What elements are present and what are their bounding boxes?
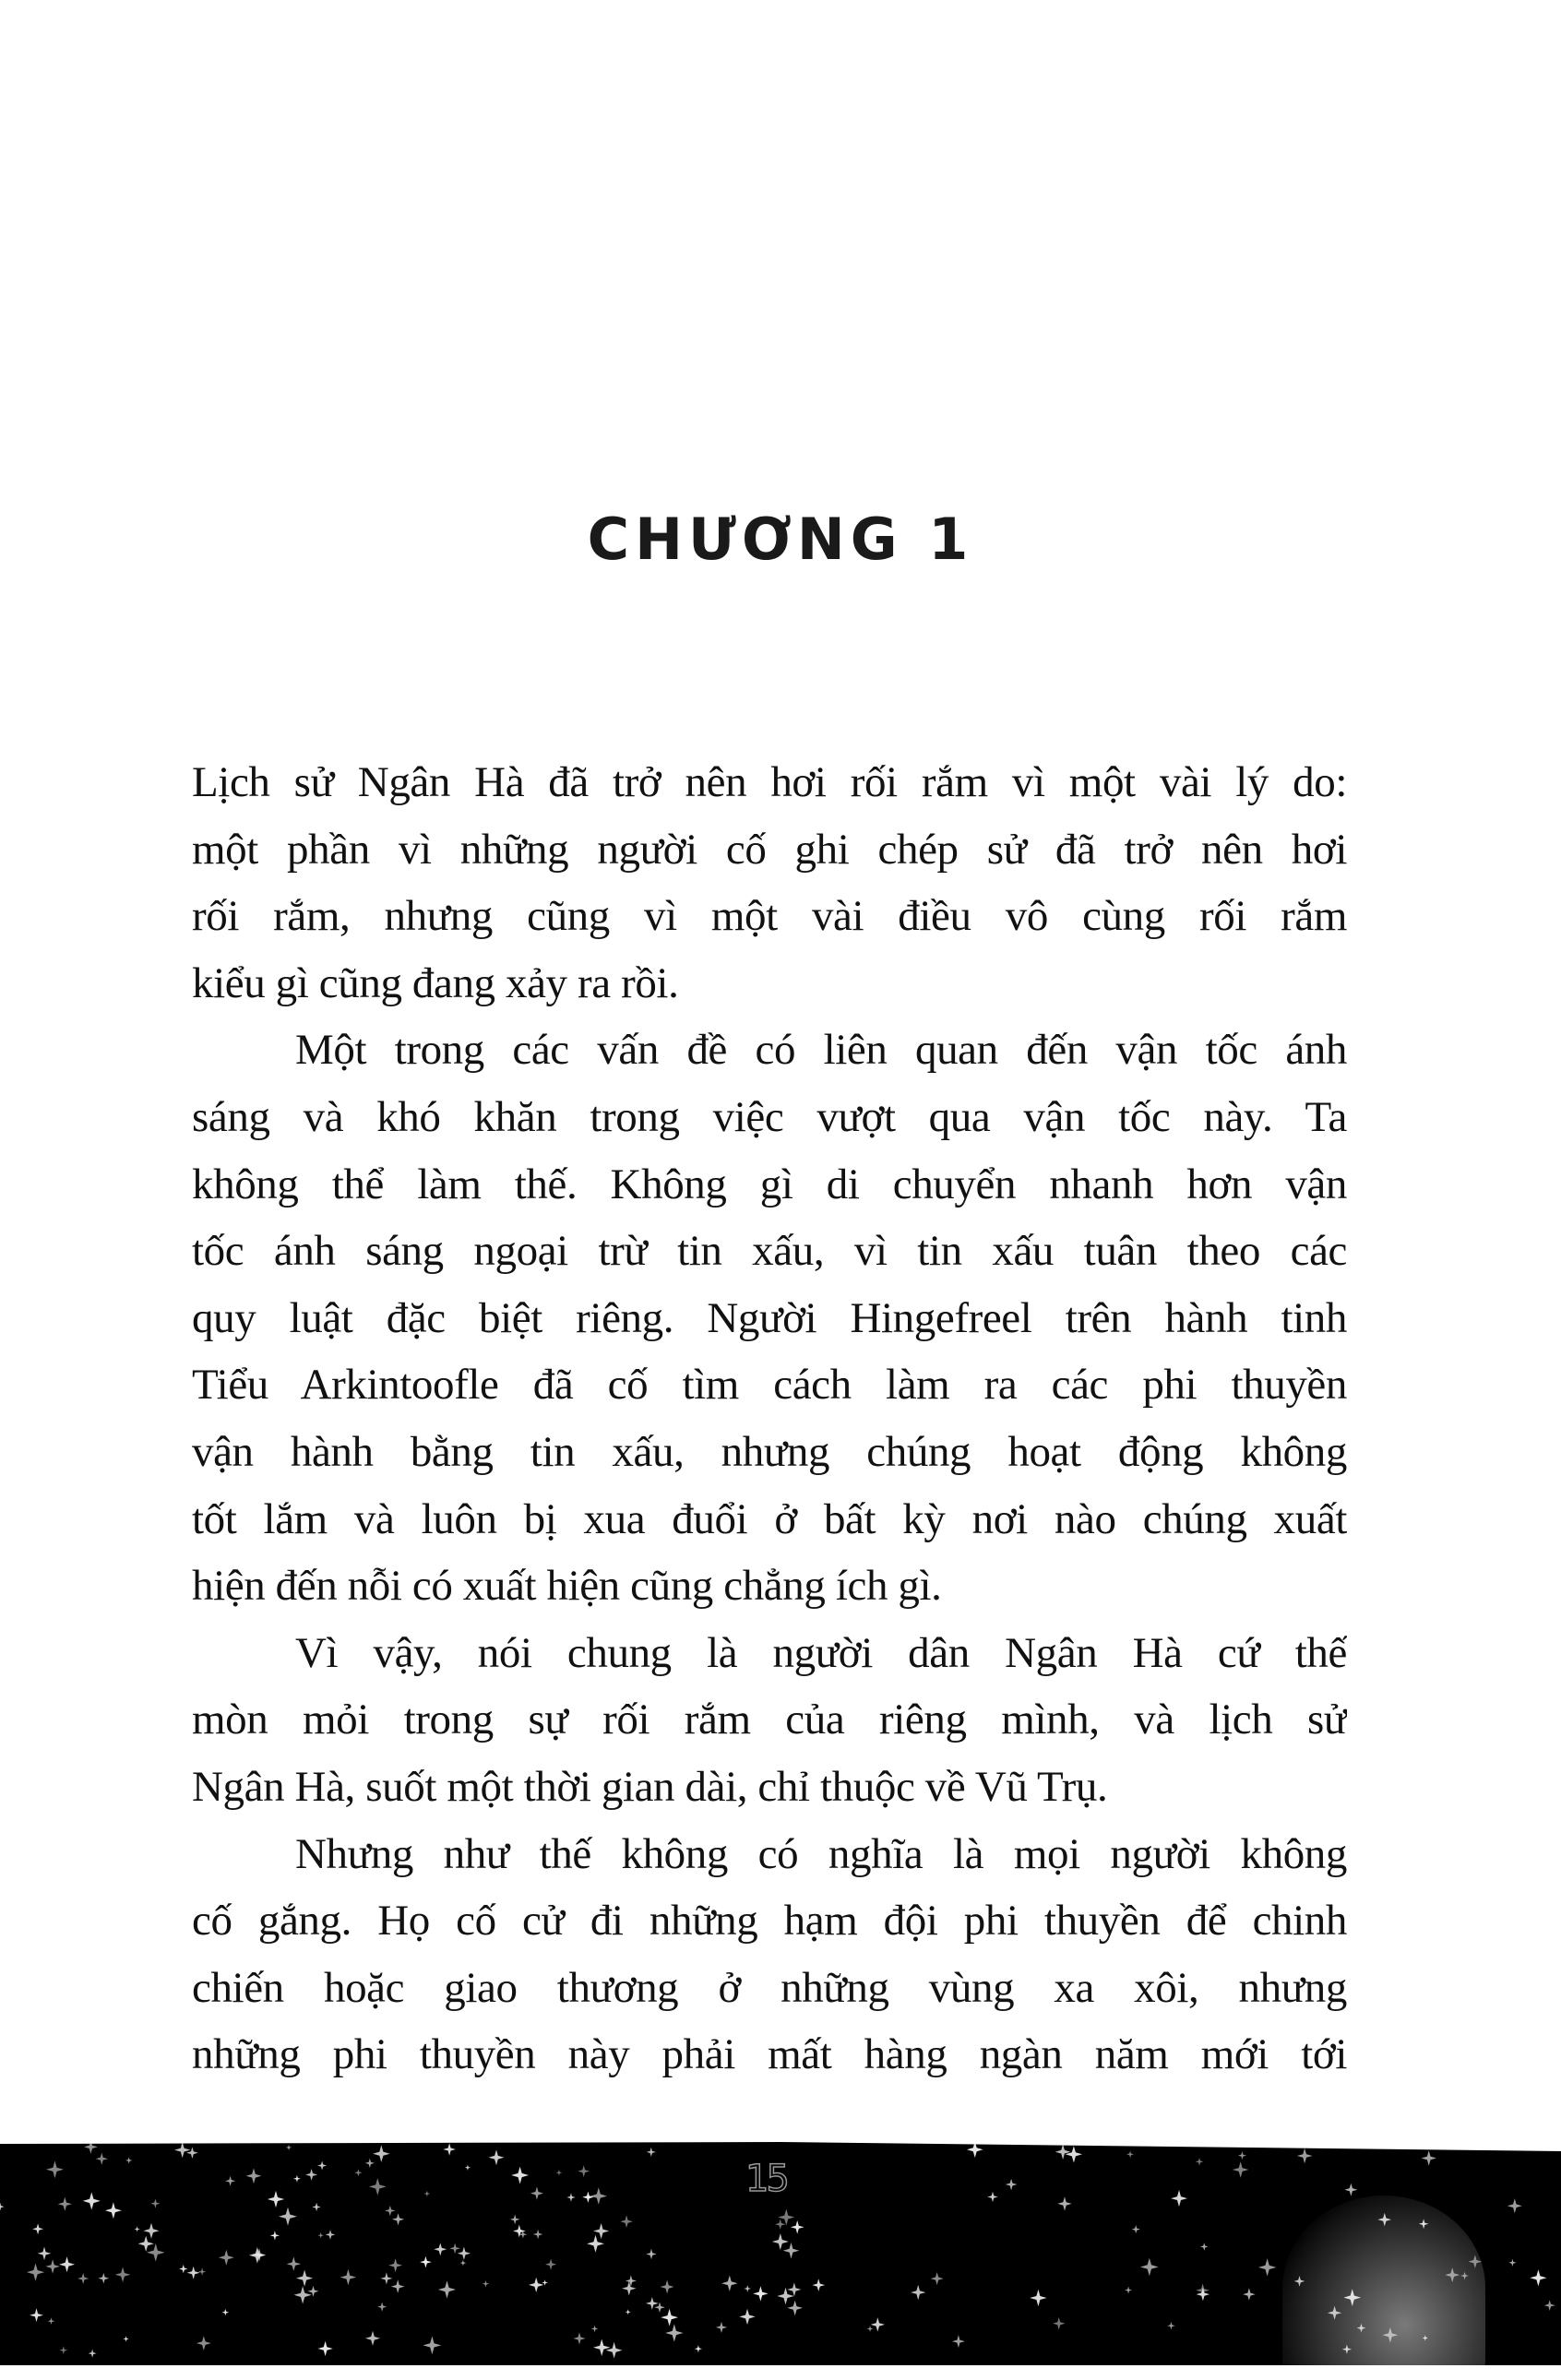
star-icon [622,2281,637,2296]
text-line: tốt lắm và luôn bị xua đuổi ở bất kỳ nơi nào chúng xuất [192,1494,1347,1543]
star-icon [1126,2150,1134,2158]
star-icon [587,2235,604,2253]
star-icon [58,2197,72,2211]
star-icon [305,2169,317,2181]
text-line: cố gắng. Họ cố cử đi những hạm đội phi thuyền để chinh [192,1897,1347,1946]
star-icon [105,2202,122,2219]
star-icon [293,2175,301,2183]
star-icon [661,2309,678,2326]
star-icon [198,2267,206,2275]
star-icon [123,2336,128,2341]
star-icon [533,2230,543,2239]
text-line: chiến hoặc giao thương ở những vùng xa xôi, nhưng [192,1963,1347,2012]
star-icon [530,2187,543,2200]
body-text [192,749,1347,2088]
star-icon [48,2317,55,2325]
star-icon [646,2249,656,2259]
star-icon [369,2178,387,2196]
star-icon [388,2258,402,2272]
star-icon [695,2345,702,2352]
star-icon [556,2170,563,2176]
star-icon [626,2276,637,2287]
star-icon [1196,2283,1209,2297]
star-icon [1196,2158,1204,2166]
star-icon [460,2260,467,2267]
star-icon [77,2273,89,2284]
star-icon [1469,2255,1483,2268]
star-icon [83,2192,101,2209]
star-icon [246,2168,262,2184]
star-icon [716,2322,727,2333]
star-icon [423,2337,442,2355]
text-line: quy luật đặc biệt riêng. Người Hingefreel trên hành tinh [192,1293,1347,1342]
star-icon [197,2336,211,2350]
star-icon [365,2331,380,2346]
star-icon [438,2280,456,2298]
star-icon [573,2332,585,2344]
star-icon [739,2309,755,2325]
star-icon [1238,2151,1246,2160]
star-icon [1530,2269,1546,2286]
star-icon [187,2267,200,2279]
star-icon [1544,2300,1555,2311]
star-icon [270,2231,280,2240]
text-line: Tiểu Arkintoofle đã cố tìm cách làm ra các phi thuyền [192,1361,1347,1410]
star-icon [225,2176,235,2186]
star-icon [340,2269,356,2285]
star-icon [566,2193,575,2201]
star-icon [1030,2290,1046,2306]
text-line: sáng và khó khăn trong việc vượt qua vận tốc này. Ta [192,1092,1347,1141]
star-icon [89,2350,97,2358]
star-icon [606,2342,623,2359]
star-icon [1258,2258,1276,2276]
star-icon [135,2226,140,2231]
star-icon [27,2264,44,2281]
text-line: Vì vậy, nói chung là người dân Ngân Hà cứ thế [295,1628,1347,1677]
star-icon [84,2142,98,2154]
star-icon [318,2341,333,2356]
star-icon [46,2160,64,2178]
star-icon [590,2187,607,2204]
star-icon [59,2346,67,2354]
star-icon [424,2191,431,2197]
text-line: vận hành bằng tin xấu, nhưng chúng hoạt động không [192,1427,1347,1476]
star-icon [1006,2179,1018,2191]
star-icon [420,2256,432,2268]
star-icon [1328,2306,1341,2320]
text-line: Một trong các vấn đề có liên quan đến vận tốc ánh [295,1026,1347,1075]
star-icon [744,2285,751,2292]
star-icon [1243,2288,1256,2301]
star-icon [1460,2272,1469,2280]
star-icon [1294,2276,1305,2287]
star-icon [661,2280,674,2294]
star-icon [626,2309,631,2315]
star-icon [578,2165,590,2177]
star-icon [279,2207,297,2226]
star-icon [99,2273,110,2284]
star-icon [458,2247,471,2260]
star-icon [1343,2289,1361,2306]
star-icon [1297,2148,1313,2164]
star-icon [317,2161,327,2171]
star-icon [987,2192,997,2202]
star-icon [45,2259,60,2274]
star-icon [931,2272,944,2285]
star-icon [1342,2345,1352,2354]
star-icon [373,2145,390,2162]
star-icon [510,2215,520,2225]
star-icon [138,2236,154,2252]
star-icon [326,2230,336,2240]
star-icon [593,2339,610,2356]
star-icon [147,2243,165,2262]
star-icon [465,2165,471,2171]
star-icon [1445,2267,1460,2282]
star-icon [179,2265,187,2273]
star-icon [219,2250,234,2266]
page-number: 15 [745,2158,787,2200]
star-icon [30,2308,43,2322]
star-icon [545,2259,556,2270]
star-icon [1057,2196,1071,2210]
star-icon [753,2286,768,2301]
text-line: hiện đến nỗi có xuất hiện cũng chẳng ích gì. [192,1562,942,1611]
star-icon [449,2243,459,2255]
star-icon [380,2272,392,2284]
star-icon [582,2192,593,2203]
star-icon [1066,2146,1082,2162]
text-line: không thể làm thế. Không gì di chuyển nhanh hơn vận [192,1160,1347,1208]
star-icon [268,2191,284,2207]
star-icon [222,2309,230,2316]
star-icon [38,2247,52,2261]
star-icon [249,2247,266,2264]
text-line: tốc ánh sáng ngoại trừ tin xấu, vì tin xấu tuân theo các [192,1227,1347,1276]
star-icon [1507,2198,1522,2213]
star-icon [174,2142,190,2158]
star-icon [1422,2150,1437,2166]
star-icon [1357,2324,1366,2333]
star-icon [115,2267,131,2283]
text-line: những phi thuyền này phải mất hàng ngàn năm mới tới [192,2030,1347,2079]
star-icon [59,2256,75,2272]
star-icon [952,2335,965,2348]
star-icon [1167,2322,1175,2330]
star-icon [1200,2243,1209,2251]
star-icon [483,2280,490,2287]
star-icon [1419,2219,1429,2229]
star-icon [1377,2213,1391,2227]
star-icon [1132,2225,1140,2233]
star-icon [354,2169,362,2176]
star-icon [772,2233,789,2250]
star-icon [294,2286,312,2303]
star-icon [392,2213,404,2225]
star-icon [787,2282,801,2296]
star-icon [787,2301,803,2316]
star-icon [775,2219,785,2230]
star-icon [434,2243,447,2255]
star-icon [150,2199,160,2208]
star-icon [1383,2327,1399,2343]
star-icon [385,2206,395,2217]
star-icon [377,2303,387,2312]
star-icon [1508,2259,1516,2267]
text-line: rối rắm, nhưng cũng vì một vài điều vô cùng rối rắm [192,892,1347,941]
star-icon [529,2278,543,2292]
star-icon [812,2279,825,2291]
star-icon [287,2256,302,2271]
star-icon [867,2326,874,2332]
star-icon [489,2149,505,2165]
star-icon [0,2203,5,2211]
star-icon [1344,2184,1357,2196]
star-icon [721,2276,737,2291]
star-icon [511,2167,529,2184]
text-line: một phần vì những người cố ghi chép sử đã trở nên hơi [192,825,1347,874]
star-icon [1055,2144,1071,2160]
star-icon [186,2147,198,2159]
text-line: Ngân Hà, suốt một thời gian dài, chỉ thuộc về Vũ Trụ. [192,1762,1108,1811]
star-icon [967,2142,983,2158]
chapter-title: CHƯƠNG 1 [587,506,974,573]
text-line: kiểu gì cũng đang xảy ra rồi. [192,958,679,1007]
star-icon [620,2215,633,2228]
star-icon [32,2223,43,2234]
star-icon [296,2270,313,2287]
star-icon [125,2157,132,2163]
star-icon [365,2159,375,2168]
text-line: Nhưng như thế không có nghĩa là mọi người không [295,1829,1347,1878]
star-icon [1171,2190,1187,2207]
star-icon [591,2326,599,2333]
star-icon [647,2148,656,2157]
star-icon [318,2232,324,2238]
star-icon [1233,2161,1249,2177]
star-icon [791,2220,804,2234]
star-icon [665,2324,683,2341]
star-icon [1125,2287,1132,2294]
star-icon [1423,2335,1428,2340]
star-icon [911,2285,925,2300]
star-icon [96,2153,108,2165]
star-icon [312,2203,320,2211]
text-line: mòn mỏi trong sự rối rắm của riêng mình, và lịch sử [192,1696,1347,1744]
star-icon [783,2243,800,2259]
text-line: Lịch sử Ngân Hà đã trở nên hơi rối rắm vì một vài lý do: [192,758,1347,806]
star-icon [286,2145,292,2150]
star-icon [391,2279,405,2293]
star-icon [871,2317,885,2331]
star-icon [1140,2258,1159,2277]
star-icon [443,2143,456,2156]
star-icon [1053,2317,1066,2330]
